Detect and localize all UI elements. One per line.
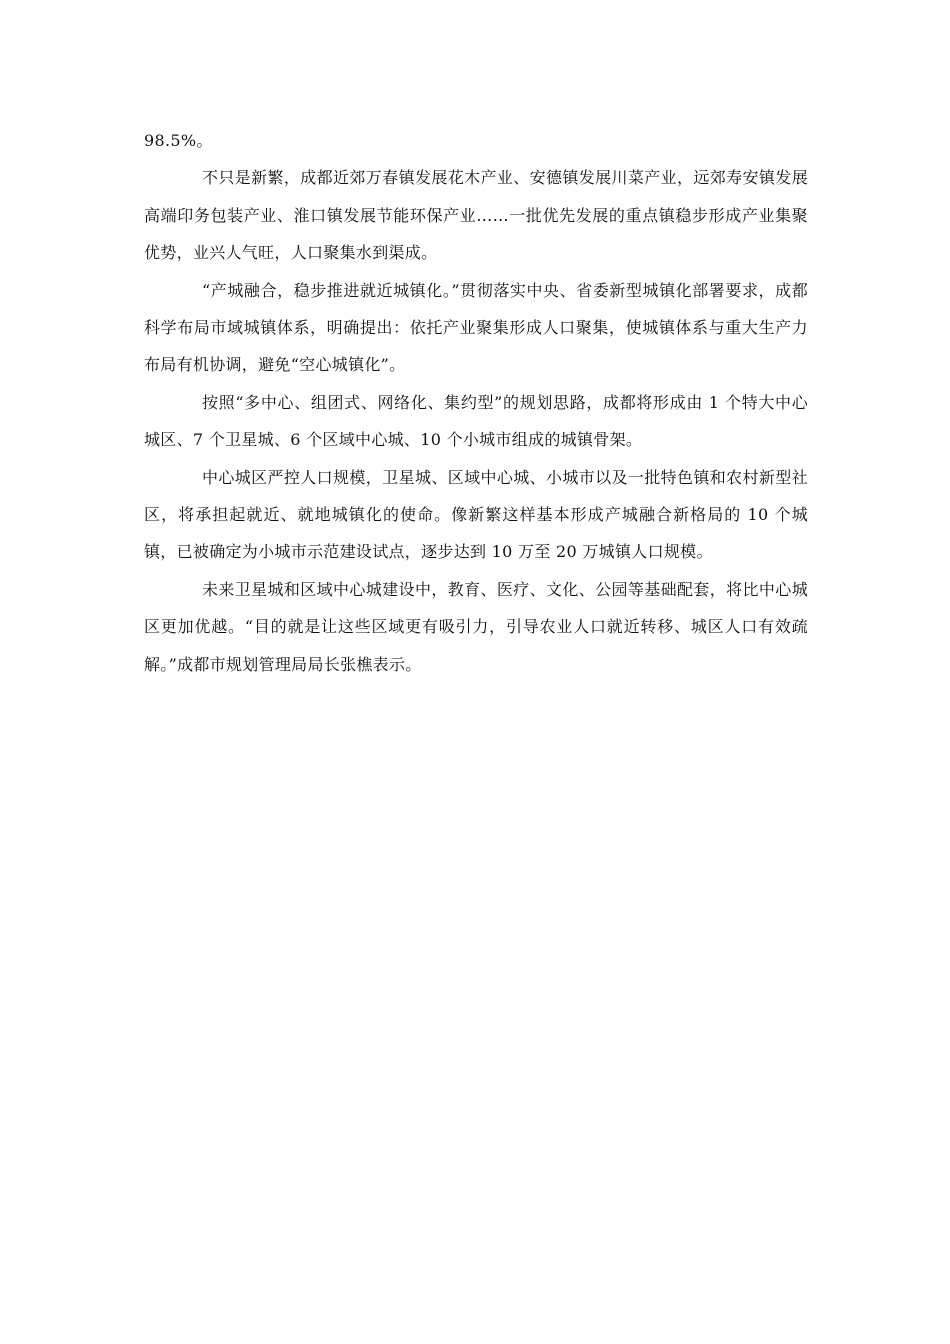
paragraph-key-towns: 不只是新繁，成都近郊万春镇发展花木产业、安德镇发展川菜产业，远郊寿安镇发展高端印务包装产业、淮口镇发展节能环保产业……一批优先发展的重点镇稳步形成产业集聚优势，业兴人气旺，人口聚集水到渠成。: [144, 168, 808, 263]
paragraph-satellite-cities: 未来卫星城和区域中心城建设中，教育、医疗、文化、公园等基础配套，将比中心城区更加优越。“目的就是让这些区域更有吸引力，引导农业人口就近转移、城区人口有效疏解。”成都市规划管理局局长张樵表示。: [144, 579, 808, 674]
paragraph-continuation: 98.5%。: [144, 131, 213, 150]
article-body: [144, 122, 808, 683]
paragraph-central-city-control: 中心城区严控人口规模，卫星城、区域中心城、小城市以及一批特色镇和农村新型社区，将承担起就近、就地城镇化的使命。像新繁这样基本形成产城融合新格局的 10 个城镇，已被确定为小城市示范建设试点，逐步达到 10 万至 20 万城镇人口规模。: [144, 467, 808, 562]
paragraph-planning-framework: 按照“多中心、组团式、网络化、集约型”的规划思路，成都将形成由 1 个特大中心城区、7 个卫星城、6 个区域中心城、10 个小城市组成的城镇骨架。: [144, 392, 808, 450]
paragraph-industry-city-integration: “产城融合，稳步推进就近城镇化。”贯彻落实中央、省委新型城镇化部署要求，成都科学布局市域城镇体系，明确提出：依托产业聚集形成人口聚集，使城镇体系与重大生产力布局有机协调，避免“空心城镇化”。: [144, 280, 808, 375]
